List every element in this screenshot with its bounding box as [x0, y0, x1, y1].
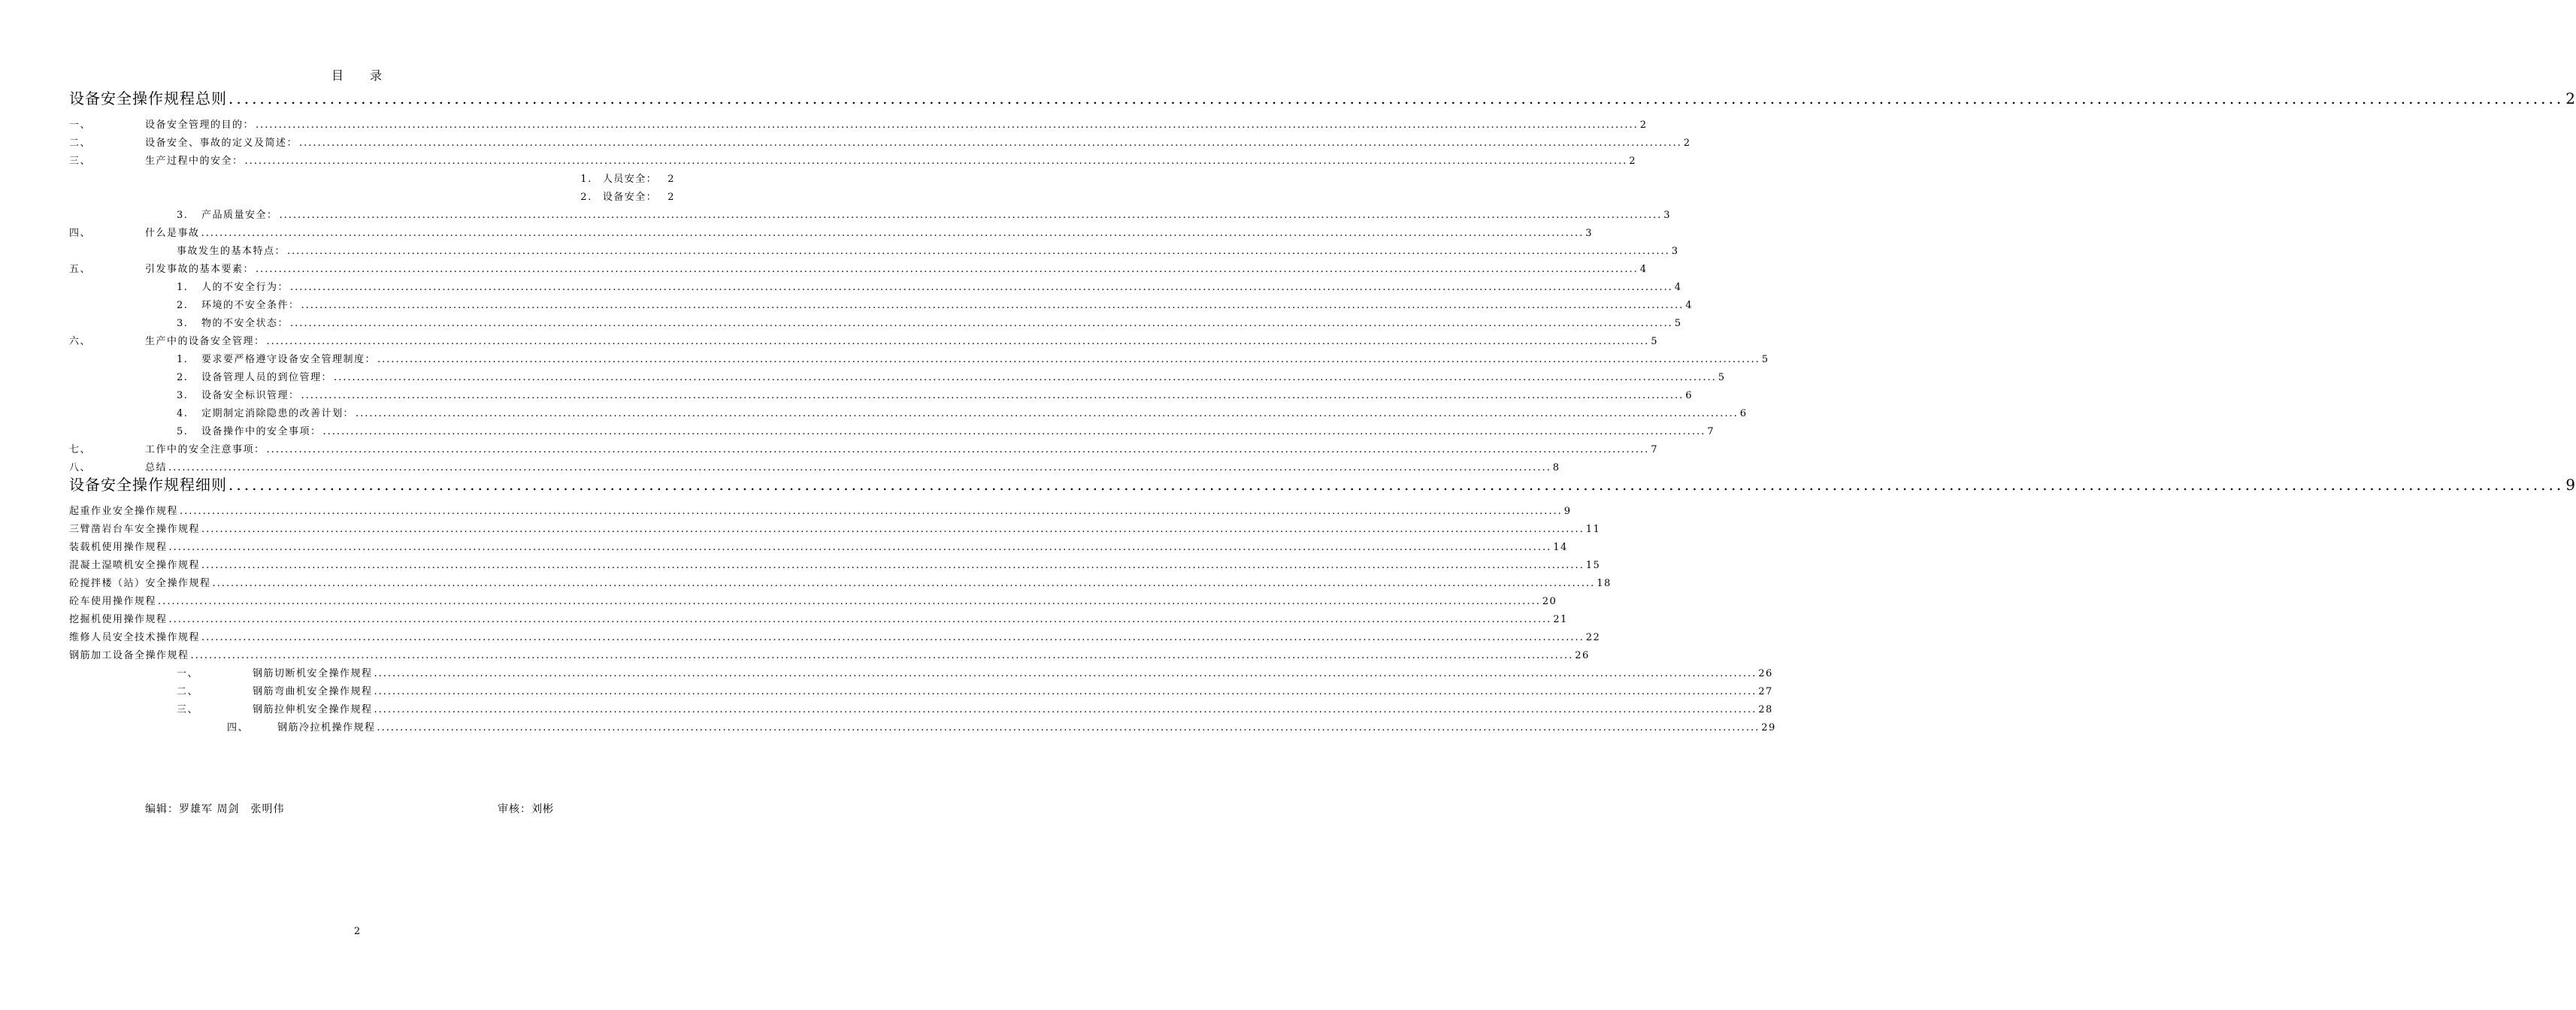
toc-entry[interactable]	[69, 425, 1715, 439]
toc-entry[interactable]	[69, 209, 1671, 222]
toc-leader-dots: ............................................................................................................................................................................................................................................................................................................	[279, 210, 1663, 221]
toc-entry[interactable]	[69, 227, 1593, 240]
toc-entry-label: 人员安全：	[602, 174, 658, 185]
toc-leader-dots: ............................................................................................................................................................................................................................................................................................................	[201, 560, 1585, 571]
toc-entry-page: 4	[1674, 282, 1682, 293]
toc-leader-dots: ............................................................................................................................................................................................................................................................................................................	[301, 300, 1685, 311]
toc-entry-page: 28	[1758, 704, 1773, 715]
toc-entry-page: 3	[1663, 210, 1671, 221]
toc-entry[interactable]	[69, 89, 2576, 108]
toc-leader-dots: ............................................................................................................................................................................................................................................................................................................	[158, 596, 1541, 607]
toc-leader-dots: ............................................................................................................................................................................................................................................................................................................	[190, 650, 1574, 661]
toc-leader-dots: ............................................................................................................................................................................................................................................................................................................	[299, 138, 1682, 149]
toc-leader-dots: ............................................................................................................................................................................................................................................................................................................	[377, 722, 1760, 733]
toc-entry-number: 5.	[177, 426, 189, 437]
toc-leader-dots: ............................................................................................................................................................................................................................................................................................................	[290, 282, 1673, 293]
toc-leader-dots: ............................................................................................................................................................................................................................................................................................................	[201, 524, 1585, 535]
toc-entry[interactable]	[69, 475, 2576, 494]
toc-entry[interactable]	[69, 443, 1658, 457]
toc-entry-page: 3	[1671, 246, 1679, 257]
toc-entry-label: 定期制定消除隐患的改善计划：	[201, 408, 355, 419]
toc-leader-dots: ............................................................................................................................................................................................................................................................................................................	[201, 632, 1585, 643]
toc-entry-page: 2	[1639, 119, 1648, 131]
toc-leader-dots: ............................................................................................................................................................................................................................................................................................................	[229, 476, 2565, 494]
toc-leader-dots: ............................................................................................................................................................................................................................................................................................................	[229, 89, 2565, 107]
toc-leader-dots: ............................................................................................................................................................................................................................................................................................................	[168, 462, 1551, 473]
toc-entry-number: 1.	[580, 174, 592, 185]
toc-entry-label: 钢筋拉伸机安全操作规程	[253, 704, 373, 715]
toc-entry-number: 4.	[177, 408, 189, 419]
toc-entry-label: 工作中的安全注意事项：	[145, 444, 265, 455]
toc-leader-dots: ............................................................................................................................................................................................................................................................................................................	[212, 578, 1596, 589]
toc-entry-number: 四、	[69, 228, 92, 239]
toc-entry-page: 8	[1552, 462, 1560, 473]
toc-entry-label: 钢筋加工设备全操作规程	[69, 650, 189, 661]
toc-leader-dots: ............................................................................................................................................................................................................................................................................................................	[374, 686, 1757, 697]
page-number: 2	[353, 926, 361, 937]
toc-entry-label: 产品质量安全：	[201, 210, 278, 221]
toc-entry[interactable]	[69, 505, 1572, 519]
toc-entry-page: 3	[1585, 228, 1593, 239]
toc-entry-number: 2.	[580, 192, 592, 203]
toc-entry-number: 1.	[177, 282, 189, 293]
toc-entry-page: 21	[1553, 614, 1568, 625]
toc-entry-label: 人的不安全行为：	[201, 282, 289, 293]
toc-entry-label: 砼搅拌楼（站）安全操作规程	[69, 578, 211, 589]
toc-entry[interactable]	[69, 523, 1601, 537]
toc-entry-page: 5	[1651, 336, 1658, 347]
toc-entry-page: 9	[1563, 506, 1572, 517]
toc-leader-dots: ............................................................................................................................................................................................................................................................................................................	[168, 542, 1552, 553]
toc-entry[interactable]	[69, 559, 1601, 573]
toc-entry-page: 2	[2565, 89, 2576, 107]
toc-entry[interactable]	[69, 299, 1693, 313]
toc-entry-label: 维修人员安全技术操作规程	[69, 632, 201, 643]
toc-entry[interactable]	[69, 461, 1560, 475]
toc-entry-label: 总结	[145, 462, 168, 473]
toc-entry-number: 六、	[69, 336, 92, 347]
toc-entry-page: 7	[1651, 444, 1658, 455]
toc-entry-number: 三、	[69, 156, 92, 167]
toc-leader-dots: ............................................................................................................................................................................................................................................................................................................	[256, 119, 1639, 131]
toc-leader-dots: ............................................................................................................................................................................................................................................................................................................	[356, 408, 1739, 419]
toc-entry-label: 生产过程中的安全：	[145, 156, 244, 167]
toc-leader-dots: ............................................................................................................................................................................................................................................................................................................	[266, 336, 1650, 347]
toc-leader-dots: ............................................................................................................................................................................................................................................................................................................	[290, 318, 1673, 329]
toc-entry-page: 2	[1683, 138, 1691, 149]
toc-entry[interactable]	[69, 173, 675, 186]
toc-leader-dots: ............................................................................................................................................................................................................................................................................................................	[266, 444, 1650, 455]
toc-entry-page: 6	[1739, 408, 1748, 419]
toc-entry-label: 三臂凿岩台车安全操作规程	[69, 524, 201, 535]
toc-leader-dots: ............................................................................................................................................................................................................................................................................................................	[334, 372, 1717, 383]
toc-leader-dots: ............................................................................................................................................................................................................................................................................................................	[180, 506, 1563, 517]
toc-entry-page: 11	[1585, 524, 1601, 535]
toc-entry-label: 挖掘机使用操作规程	[69, 614, 168, 625]
toc-leader-dots: ............................................................................................................................................................................................................................................................................................................	[301, 390, 1685, 401]
toc-entry-number: 2.	[177, 372, 189, 383]
toc-entry-label: 设备管理人员的到位管理：	[201, 372, 333, 383]
toc-entry-number: 3.	[177, 210, 189, 221]
toc-entry[interactable]	[69, 353, 1769, 367]
toc-entry-number: 八、	[69, 462, 92, 473]
toc-entry-page: 9	[2565, 476, 2576, 494]
toc-entry-label: 设备操作中的安全事项：	[201, 426, 322, 437]
toc-entry-label: 砼车使用操作规程	[69, 596, 157, 607]
toc-entry[interactable]	[69, 595, 1557, 609]
toc-entry-page: 27	[1758, 686, 1773, 697]
toc-entry-number: 二、	[69, 138, 92, 149]
toc-entry-label: 钢筋冷拉机操作规程	[277, 722, 376, 733]
toc-entry-number: 3.	[177, 318, 189, 329]
toc-leader-dots: ............................................................................................................................................................................................................................................................................................................	[322, 426, 1706, 437]
toc-entry[interactable]	[69, 137, 1691, 150]
toc-entry-number: 四、	[227, 722, 250, 733]
toc-entry-page: 7	[1707, 426, 1715, 437]
toc-entry[interactable]	[69, 371, 1726, 385]
toc-leader-dots: ............................................................................................................................................................................................................................................................................................................	[377, 354, 1760, 365]
toc-entry-label: 起重作业安全操作规程	[69, 506, 179, 517]
toc-entry-number: 3.	[177, 390, 189, 401]
toc-entry-page: 2	[667, 192, 675, 203]
toc-entry-label: 设备安全：	[602, 192, 658, 203]
toc-entry[interactable]	[69, 335, 1658, 349]
toc-entry[interactable]	[69, 541, 1568, 555]
toc-entry[interactable]	[69, 263, 1648, 277]
toc-entry[interactable]	[69, 119, 1648, 132]
toc-entry-label: 混凝土湿喷机安全操作规程	[69, 560, 201, 571]
toc-entry-page: 6	[1685, 390, 1693, 401]
toc-entry[interactable]	[69, 631, 1601, 645]
toc-entry-label: 钢筋切断机安全操作规程	[253, 668, 373, 679]
toc-entry-page: 26	[1758, 668, 1773, 679]
toc-entry-page: 4	[1639, 264, 1648, 275]
toc-entry[interactable]	[69, 613, 1568, 627]
toc-entry[interactable]	[69, 281, 1682, 295]
toc-entry-page: 20	[1542, 596, 1557, 607]
toc-entry-label: 生产中的设备安全管理：	[145, 336, 265, 347]
toc-entry-page: 5	[1674, 318, 1682, 329]
toc-entry[interactable]	[69, 667, 1773, 681]
toc-entry-page: 26	[1575, 650, 1590, 661]
toc-entry-page: 2	[667, 174, 675, 185]
toc-entry-label: 设备安全标识管理：	[201, 390, 300, 401]
toc-entry-label: 引发事故的基本要素：	[145, 264, 255, 275]
toc-entry-page: 22	[1585, 632, 1601, 643]
toc-leader-dots: ............................................................................................................................................................................................................................................................................................................	[256, 264, 1639, 275]
toc-leader-dots: ............................................................................................................................................................................................................................................................................................................	[168, 614, 1552, 625]
reviewer-credit: 审核：刘彬	[498, 803, 554, 815]
toc-entry[interactable]	[69, 407, 1748, 421]
editors-credit: 编辑：罗雄军 周剑 张明伟	[145, 803, 285, 815]
toc-entry-number: 二、	[177, 686, 199, 697]
toc-leader-dots: ............................................................................................................................................................................................................................................................................................................	[201, 228, 1585, 239]
toc-leader-dots: ............................................................................................................................................................................................................................................................................................................	[374, 704, 1757, 715]
toc-entry-label: 钢筋弯曲机安全操作规程	[253, 686, 373, 697]
toc-entry-page: 14	[1553, 542, 1568, 553]
toc-entry-label: 物的不安全状态：	[201, 318, 289, 329]
toc-entry-page: 5	[1718, 372, 1726, 383]
toc-entry-label: 设备安全操作规程细则	[69, 476, 227, 494]
toc-entry-number: 2.	[177, 300, 189, 311]
toc-entry-number: 五、	[69, 264, 92, 275]
toc-entry-page: 5	[1761, 354, 1769, 365]
toc-entry[interactable]	[69, 155, 1636, 168]
toc-entry[interactable]	[69, 317, 1682, 331]
toc-entry[interactable]	[69, 703, 1773, 717]
toc-entry-label: 事故发生的基本特点：	[177, 246, 286, 257]
toc-entry[interactable]	[69, 577, 1612, 591]
toc-entry-label: 什么是事故	[145, 228, 200, 239]
toc-entry[interactable]	[69, 649, 1590, 663]
toc-entry-number: 一、	[69, 119, 92, 131]
toc-entry-label: 装载机使用操作规程	[69, 542, 168, 553]
toc-entry[interactable]	[69, 389, 1693, 403]
toc-leader-dots: ............................................................................................................................................................................................................................................................................................................	[287, 246, 1670, 257]
toc-entry-label: 设备安全管理的目的：	[145, 119, 255, 131]
toc-entry-page: 4	[1685, 300, 1693, 311]
toc-leader-dots: ............................................................................................................................................................................................................................................................................................................	[244, 156, 1628, 167]
toc-entry[interactable]	[69, 245, 1679, 259]
toc-entry[interactable]	[69, 191, 675, 204]
toc-entry-label: 设备安全、事故的定义及简述：	[145, 138, 298, 149]
toc-entry-page: 29	[1761, 722, 1776, 733]
toc-entry[interactable]	[69, 721, 1776, 735]
toc-entry-label: 要求要严格遵守设备安全管理制度：	[201, 354, 377, 365]
toc-entry-page: 2	[1629, 156, 1636, 167]
toc-entry[interactable]	[69, 685, 1773, 699]
toc-entry-page: 18	[1597, 578, 1612, 589]
toc-entry-number: 1.	[177, 354, 189, 365]
toc-entry-number: 七、	[69, 444, 92, 455]
toc-entry-label: 设备安全操作规程总则	[69, 89, 227, 107]
toc-entry-label: 环境的不安全条件：	[201, 300, 300, 311]
toc-leader-dots: ............................................................................................................................................................................................................................................................................................................	[374, 668, 1757, 679]
toc-entry-number: 一、	[177, 668, 199, 679]
toc-title: 目 录	[331, 68, 383, 83]
toc-entry-page: 15	[1585, 560, 1601, 571]
toc-entry-number: 三、	[177, 704, 199, 715]
